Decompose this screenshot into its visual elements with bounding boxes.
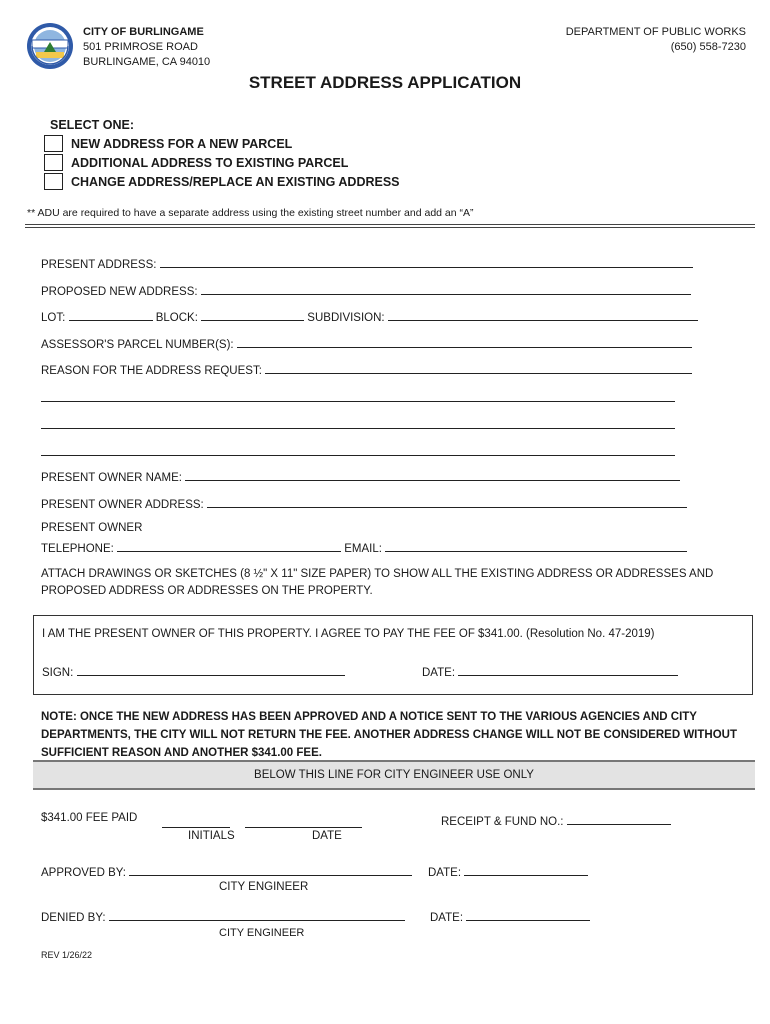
city-address-block <box>83 25 210 70</box>
approved-by-input[interactable] <box>129 863 412 876</box>
fee-date-label: DATE <box>312 830 342 842</box>
owner-name-field[interactable] <box>41 468 680 484</box>
city-seal-logo <box>26 22 74 70</box>
initials-input[interactable] <box>162 826 230 828</box>
denied-date-input[interactable] <box>466 908 590 921</box>
receipt-field[interactable] <box>441 812 671 828</box>
sign-date-field[interactable] <box>422 663 678 679</box>
owner-address-field[interactable] <box>41 495 687 511</box>
select-one-heading: SELECT ONE: <box>50 118 135 132</box>
telephone-input[interactable] <box>117 539 341 552</box>
receipt-label: RECEIPT & FUND NO.: <box>441 816 564 828</box>
lot-label: LOT: <box>41 312 66 324</box>
fee-date-input[interactable] <box>245 826 362 828</box>
denied-by-field[interactable] <box>41 908 405 924</box>
checkbox-additional-address[interactable] <box>44 154 63 171</box>
present-address-input[interactable] <box>160 255 693 268</box>
fee-note: NOTE: ONCE THE NEW ADDRESS HAS BEEN APPROVED AND A NOTICE SENT TO THE VARIOUS AGENCIES AND CITY DEPARTMENTS, THE CITY WILL NOT RETURN THE FEE. ANOTHER ADDRESS CHANGE WILL NOT BE CONSIDERED WITHOUT SUFFICIENT REASON AND ANOTHER $341.00 FEE. <box>41 711 737 759</box>
reason-field[interactable] <box>41 361 692 377</box>
apn-input[interactable] <box>237 335 692 348</box>
block-label: BLOCK: <box>155 312 198 324</box>
receipt-input[interactable] <box>567 812 671 825</box>
city-name: CITY OF BURLINGAME <box>83 26 204 38</box>
attach-drawings-note: ATTACH DRAWINGS OR SKETCHES (8 ½" X 11" SIZE PAPER) TO SHOW ALL THE EXISTING ADDRESS OR ADDRESSES AND PROPOSED ADDRESS OR ADDRESSES ON THE PROPERTY. <box>41 568 714 597</box>
approved-by-field[interactable] <box>41 863 412 879</box>
revision-date: REV 1/26/22 <box>41 950 93 960</box>
adu-note: ** ADU are required to have a separate address using the existing street number and add an “A” <box>27 207 474 219</box>
city-use-label: BELOW THIS LINE FOR CITY ENGINEER USE ONLY <box>254 769 534 781</box>
department-block <box>566 25 746 55</box>
city-engineer-label-1: CITY ENGINEER <box>219 881 309 893</box>
address-line-2: BURLINGAME, CA 94010 <box>83 56 211 68</box>
telephone-label: TELEPHONE: <box>41 543 114 555</box>
option-new-address[interactable] <box>44 134 292 153</box>
denied-date-label: DATE: <box>430 912 464 924</box>
reason-line-3[interactable] <box>41 427 675 429</box>
sign-date-input[interactable] <box>458 663 678 676</box>
sign-field[interactable] <box>42 663 345 679</box>
present-address-field[interactable] <box>41 255 693 271</box>
denied-by-input[interactable] <box>109 908 405 921</box>
reason-line-2[interactable] <box>41 400 675 402</box>
fee-paid-label: $341.00 FEE PAID <box>41 812 138 824</box>
owner-phone-label-1: PRESENT OWNER <box>41 522 143 534</box>
option-label: CHANGE ADDRESS/REPLACE AN EXISTING ADDRESS <box>71 174 400 189</box>
address-line-1: 501 PRIMROSE ROAD <box>83 41 198 53</box>
checkbox-new-address[interactable] <box>44 135 63 152</box>
approved-date-label: DATE: <box>428 867 462 879</box>
owner-address-input[interactable] <box>207 495 687 508</box>
denied-by-label: DENIED BY: <box>41 912 106 924</box>
initials-label: INITIALS <box>188 830 235 842</box>
reason-input[interactable] <box>265 361 692 374</box>
approved-date-field[interactable] <box>428 863 588 879</box>
section-divider <box>25 224 755 228</box>
owner-phone-email-row <box>41 539 687 555</box>
reason-line-4[interactable] <box>41 454 675 456</box>
checkbox-change-address[interactable] <box>44 173 63 190</box>
lot-input[interactable] <box>69 308 153 321</box>
option-label: NEW ADDRESS FOR A NEW PARCEL <box>71 136 293 151</box>
approved-date-input[interactable] <box>464 863 588 876</box>
city-engineer-label-2: CITY ENGINEER <box>219 927 305 939</box>
email-label: EMAIL: <box>344 543 382 555</box>
approved-by-label: APPROVED BY: <box>41 867 127 879</box>
email-input[interactable] <box>385 539 687 552</box>
denied-date-field[interactable] <box>430 908 590 924</box>
apn-field[interactable] <box>41 335 692 351</box>
city-use-band <box>33 760 755 790</box>
page-title: STREET ADDRESS APPLICATION <box>248 73 522 92</box>
field-label: REASON FOR THE ADDRESS REQUEST: <box>41 365 262 377</box>
owner-name-input[interactable] <box>185 468 680 481</box>
field-label: PRESENT OWNER ADDRESS: <box>41 499 204 511</box>
proposed-address-field[interactable] <box>41 282 691 298</box>
sign-label: SIGN: <box>42 667 74 679</box>
sign-input[interactable] <box>77 663 345 676</box>
owner-agreement-box <box>33 615 753 695</box>
field-label: ASSESSOR'S PARCEL NUMBER(S): <box>41 339 234 351</box>
subdivision-label: SUBDIVISION: <box>307 312 385 324</box>
field-label: PRESENT ADDRESS: <box>41 259 157 271</box>
option-label: ADDITIONAL ADDRESS TO EXISTING PARCEL <box>71 155 349 170</box>
subdivision-input[interactable] <box>388 308 698 321</box>
option-change-address[interactable] <box>44 172 400 191</box>
lot-block-subdivision-row <box>41 308 698 324</box>
field-label: PRESENT OWNER NAME: <box>41 472 182 484</box>
proposed-address-input[interactable] <box>201 282 691 295</box>
block-input[interactable] <box>201 308 304 321</box>
owner-agreement-text: I AM THE PRESENT OWNER OF THIS PROPERTY. I AGREE TO PAY THE FEE OF $341.00. (Resolution No. 47-2019) <box>42 628 655 640</box>
option-additional-address[interactable] <box>44 153 348 172</box>
date-label: DATE: <box>422 667 456 679</box>
field-label: PROPOSED NEW ADDRESS: <box>41 286 198 298</box>
department-phone: (650) 558-7230 <box>670 41 746 53</box>
department-name: DEPARTMENT OF PUBLIC WORKS <box>565 26 746 38</box>
